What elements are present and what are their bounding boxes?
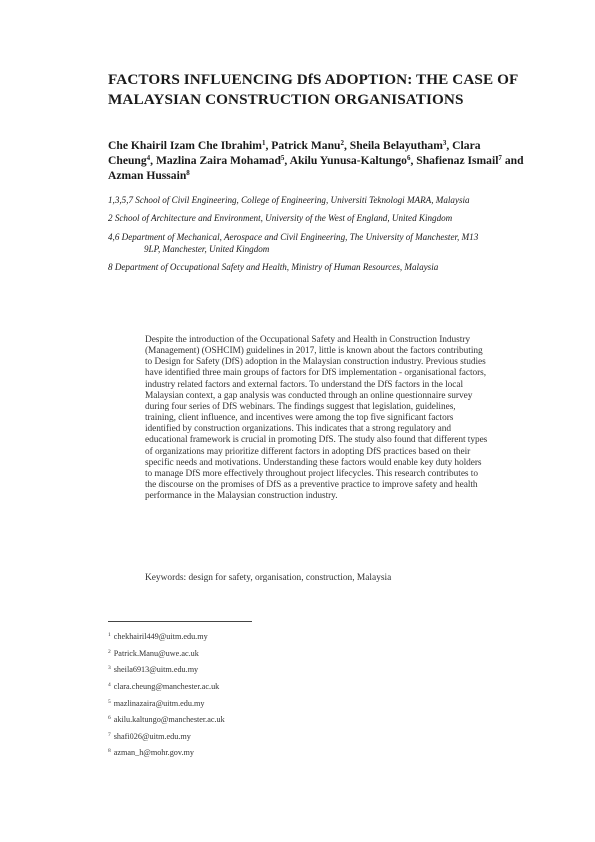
footnote-mark: 3 xyxy=(108,665,111,672)
affiliation: 1,3,5,7 School of Civil Engineering, College of Engineering, Universiti Teknologi MARA, Malaysia xyxy=(108,195,470,205)
footnote-email: akilu.kaltungo@manchester.ac.uk xyxy=(113,715,225,725)
footnote-mark: 6 xyxy=(108,715,111,722)
footnote-mark: 4 xyxy=(108,681,111,688)
footnote-divider xyxy=(108,621,252,622)
footnote-list xyxy=(108,632,408,765)
footnote-mark: 8 xyxy=(108,748,111,755)
footnote-email: chekhairil449@uitm.edu.my xyxy=(113,632,208,641)
author-separator: , xyxy=(446,139,453,152)
author xyxy=(271,139,350,152)
author-mark: 5 xyxy=(280,153,285,162)
author-separator: , xyxy=(265,139,272,152)
author-mark: 2 xyxy=(340,139,344,147)
affiliation xyxy=(108,232,528,255)
author xyxy=(156,154,290,167)
footnote-item xyxy=(108,682,408,699)
author-mark: 1 xyxy=(261,139,266,147)
author-name: Sheila Belayutham xyxy=(349,139,443,152)
author-name: Clara Cheung xyxy=(108,139,481,167)
footnote-email: clara.cheung@manchester.ac.uk xyxy=(113,681,220,691)
abstract-text: Despite the introduction of the Occupational Safety and Health in Construction Industry (Management) (OSHCIM) guidelines in 2017, little is known about the factors contributing to Design for Safety (DfS) adoption in the Malaysian construction industry. Previous studies have identified three main groups of factors for DfS implementation - organisational factors, industry related factors and external factors. To understand the DfS factors in the local Malaysian context, a gap analysis was conducted through an online questionnaire survey during four series of DfS webinars. The findings suggest that legislation, guidelines, training, client influence, and incentives were among the top five significant factors identified by construction organizations. This indicates that a strong regulatory and educational framework is crucial in promoting DfS. The study also found that different types of organizations may prioritize different factors in adopting DfS practices based on their specific needs and motivations. Understanding these factors would enable key duty holders to manage DfS more effectively throughout project lifecycles. This research contributes to the discourse on the promises of DfS as a preventive practice to improve safety and health performance in the Malaysian construction industry. xyxy=(145,335,488,502)
author xyxy=(416,154,505,167)
footnote-item xyxy=(108,732,408,749)
footnote-mark: 1 xyxy=(108,632,111,638)
author-mark: 3 xyxy=(442,139,447,147)
footnote-mark: 2 xyxy=(108,648,111,655)
author xyxy=(290,154,417,167)
footnote-email: shafi026@uitm.edu.my xyxy=(113,731,191,741)
affiliation-line: 4,6 Department of Mechanical, Aerospace and Civil Engineering, The University of Manchester, M13 xyxy=(108,232,479,242)
keywords: Keywords: design for safety, organisation, construction, Malaysia xyxy=(145,573,392,583)
author-separator: , xyxy=(284,153,290,167)
footnote-item xyxy=(108,632,408,649)
author-name: and Azman Hussain xyxy=(108,153,524,182)
author-separator: , xyxy=(150,153,156,167)
author-name: Akilu Yunusa-Kaltungo xyxy=(289,153,407,167)
footnote-item xyxy=(108,715,408,732)
author-name: Che Khairil Izam Che Ibrahim xyxy=(108,139,262,152)
author-mark: 7 xyxy=(498,153,502,162)
footnote-email: Patrick.Manu@uwe.ac.uk xyxy=(113,648,199,658)
footnote-email: sheila6913@uitm.edu.my xyxy=(113,665,199,675)
author-name: Mazlina Zaira Mohamad xyxy=(155,153,281,167)
author-mark: 4 xyxy=(146,153,151,162)
footnote-item xyxy=(108,665,408,682)
footnote-item xyxy=(108,699,408,716)
author xyxy=(108,139,271,152)
footnote-item xyxy=(108,748,408,765)
author-name: Patrick Manu xyxy=(271,139,341,152)
author xyxy=(350,139,452,152)
author-mark: 8 xyxy=(186,168,190,177)
affiliation: 8 Department of Occupational Safety and Health, Ministry of Human Resources, Malaysia xyxy=(108,262,439,272)
affiliation-line-continued: 9LP, Manchester, United Kingdom xyxy=(144,243,270,254)
footnote-item xyxy=(108,649,408,666)
footnote-email: mazlinazaira@uitm.edu.my xyxy=(113,698,205,708)
author-separator: , xyxy=(410,153,417,167)
footnote-mark: 5 xyxy=(108,698,111,705)
paper-title: FACTORS INFLUENCING DfS ADOPTION: THE CASE OF MALAYSIAN CONSTRUCTION ORGANISATIONS xyxy=(108,71,518,108)
author-mark: 6 xyxy=(406,153,411,162)
footnote-mark: 7 xyxy=(108,731,111,738)
author-separator: , xyxy=(343,139,350,152)
footnote-email: azman_h@mohr.gov.my xyxy=(113,748,194,758)
author-name: Shafienaz Ismail xyxy=(416,153,499,167)
affiliation: 2 School of Architecture and Environment, University of the West of England, United Kingdom xyxy=(108,213,453,223)
author-list xyxy=(108,139,528,183)
